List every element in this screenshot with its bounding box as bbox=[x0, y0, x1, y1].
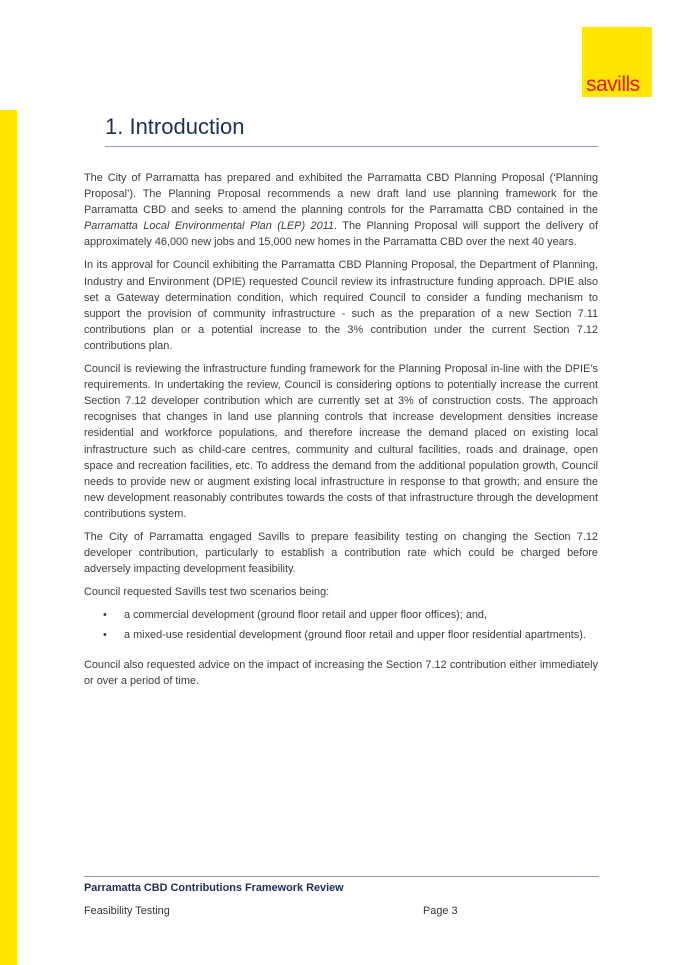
page-number: Page 3 bbox=[423, 905, 458, 917]
footer-subtitle: Feasibility Testing bbox=[84, 905, 170, 917]
scenario-list bbox=[84, 607, 598, 643]
lep-italic-reference: Parramatta Local Environmental Plan (LEP) 2011 bbox=[84, 220, 334, 233]
paragraph-3: Council is reviewing the infrastructure funding framework for the Planning Proposal in-line with the DPIE’s requirements. In undertaking the review, Council is considering options to potentially increase the current Section 7.12 developer contribution which are currently set at 3% of construction costs. The approach recognises that changes in land use planning controls that increase development densities increase residential and workforce populations, and therefore increase the demand placed on existing local infrastructure such as child-care centres, community and cultural facilities, roads and drainage, open space and recreation facilities, etc. To address the demand from the additional population growth, Council needs to provide new or augment existing local infrastructure in response to that growth; and ensure the new development reasonably contributes towards the costs of that infrastructure through the development contributions system. bbox=[84, 363, 598, 520]
title-divider bbox=[105, 146, 598, 147]
page-title: 1. Introduction bbox=[105, 114, 245, 139]
body-content bbox=[84, 170, 598, 696]
footer-divider bbox=[84, 876, 599, 877]
bullet-icon: • bbox=[103, 609, 107, 622]
paragraph-5: Council requested Savills test two scenarios being: bbox=[84, 586, 330, 599]
closing-paragraph: Council also requested advice on the impact of increasing the Section 7.12 contribution either immediately or over a period of time. bbox=[84, 658, 598, 687]
savills-logo bbox=[582, 27, 652, 97]
bullet-icon: • bbox=[103, 629, 107, 642]
paragraph-4: The City of Parramatta engaged Savills to prepare feasibility testing on changing the Section 7.12 developer contribution, particularly to establish a contribution rate which could be charged before adversely impacting development feasibility. bbox=[84, 530, 598, 576]
yellow-side-bar bbox=[0, 110, 17, 965]
logo-text: savills bbox=[586, 73, 640, 96]
list-item: • a commercial development (ground floor retail and upper floor offices); and, bbox=[84, 607, 598, 623]
paragraph-2: In its approval for Council exhibiting the Parramatta CBD Planning Proposal, the Department of Planning, Industry and Environment (DPIE) requested Council review its infrastructure funding approach. DPIE also set a Gateway determination condition, which required Council to consider a funding mechanism to support the provision of community infrastructure - such as the preparation of a new Section 7.11 contributions plan or a potential increase to the 3% contribution under the current Section 7.12 contributions plan. bbox=[84, 259, 598, 352]
paragraph-1: The City of Parramatta has prepared and exhibited the Parramatta CBD Planning Proposal (‘Planning Proposal’). The Planning Proposal recommends a new draft land use planning framework for the Parramatta CBD and seeks to amend the planning controls for the Parramatta CBD contained in the Parramatta Local Environmental Plan (LEP) 2011. The Planning Proposal will support the delivery of approximately 46,000 new jobs and 15,000 new homes in the Parramatta CBD over the next 40 years. bbox=[84, 172, 598, 249]
list-item: • a mixed-use residential development (ground floor retail and upper floor residential apartments). bbox=[84, 627, 598, 643]
footer-title: Parramatta CBD Contributions Framework Review bbox=[84, 882, 344, 894]
